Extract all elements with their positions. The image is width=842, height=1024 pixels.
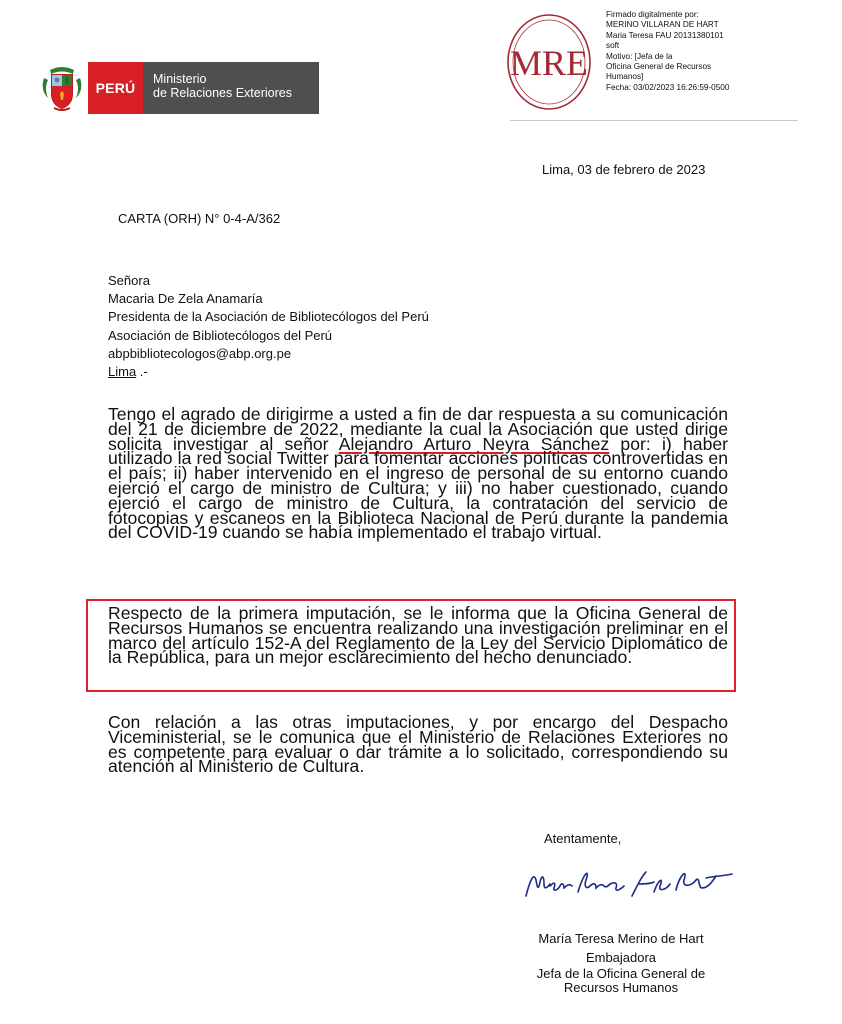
addressee-city: Lima <box>108 364 137 380</box>
signature-line: Firmado digitalmente por: <box>606 10 699 19</box>
addressee-title: Presidenta de la Asociación de Bibliotecólogos del Perú <box>108 309 429 325</box>
addressee-name: Macaria De Zela Anamaría <box>108 291 263 307</box>
country-name: PERÚ <box>95 80 136 96</box>
paragraph-1-start: Tengo el agrado de dirigirme a usted a fin de dar respuesta a su comunicación del 21 de diciembre de 2022, mediante la cual la Asociación que usted dirige solicita investigar al señor <box>108 404 728 454</box>
signature-line: Oficina General de Recursos <box>606 62 712 72</box>
digital-signature-block <box>606 10 786 93</box>
addressee-city-suffix: .- <box>136 364 148 380</box>
signature-line: Maria Teresa FAU 20131380101 <box>606 30 724 40</box>
coat-of-arms-icon <box>40 64 84 112</box>
signature-line: Fecha: 03/02/2023 16:26:59-0500 <box>606 82 730 92</box>
ministry-line-2: de Relaciones Exteriores <box>153 86 292 100</box>
signer-name: María Teresa Merino de Hart <box>538 931 704 946</box>
highlighted-name: Alejandro Arturo Neyra Sánchez <box>338 433 610 454</box>
signature-line: soft <box>606 41 620 51</box>
header-divider <box>510 120 798 121</box>
paragraph-2: Respecto de la primera imputación, se le informa que la Oficina General de Recursos Humanos se encuentra realizando una investigación preliminar en el marco del artículo 152-A del Reglamento de la Ley del Servicio Diplomático de la República, para un mejor esclarecimiento del hecho denunciado. <box>108 603 728 668</box>
addressee-salutation: Señora <box>108 273 150 288</box>
signer-block <box>506 929 736 995</box>
closing: Atentamente, <box>544 831 622 846</box>
addressee-block <box>108 272 429 381</box>
signer-rank: Embajadora <box>585 950 657 965</box>
signature-line: Humanos] <box>606 72 644 82</box>
signature-line: Motivo: [Jefa de la <box>606 51 673 61</box>
paragraph-3: Con relación a las otras imputaciones, y por encargo del Despacho Viceministerial, se le comunica que el Ministerio de Relaciones Exteriores no es competente para evaluar o dar trámite a lo solicitado, correspondiendo su atención al Ministerio de Cultura. <box>108 712 728 777</box>
addressee-email: abpbibliotecologos@abp.org.pe <box>108 345 292 361</box>
paragraph-1 <box>108 404 728 543</box>
handwritten-signature <box>520 862 740 908</box>
addressee-city-line <box>108 363 429 381</box>
mre-seal-icon <box>505 12 593 112</box>
letter-date: Lima, 03 de febrero de 2023 <box>542 162 706 177</box>
ministry-label <box>143 62 319 114</box>
signature-line: MERINO VILLARAN DE HART <box>606 20 719 30</box>
ministry-line-1: Ministerio <box>153 72 207 86</box>
peru-label <box>88 62 143 114</box>
signer-position-line-2: Recursos Humanos <box>563 980 679 995</box>
seal-text: MRE <box>509 43 589 83</box>
signer-position-line-1: Jefa de la Oficina General de <box>536 966 706 981</box>
addressee-organization: Asociación de Bibliotecólogos del Perú <box>108 327 333 343</box>
letter-reference: CARTA (ORH) N° 0-4-A/362 <box>118 211 281 226</box>
paragraph-1-end: por: i) haber utilizado la red social Twitter para fomentar acciones políticas controvertidas en el país; ii) haber intervenido en el ingreso de personal de su entorno cuando ejerció el cargo de ministro de Cultura; y iii) no haber cuestionado, cuando ejerció el cargo de ministro de Cultura, la contratación del servicio de fotocopias y escaneos en la Biblioteca Nacional de Perú durante la pandemia del COVID-19 cuando se había implementado el trabajo virtual. <box>108 433 728 543</box>
